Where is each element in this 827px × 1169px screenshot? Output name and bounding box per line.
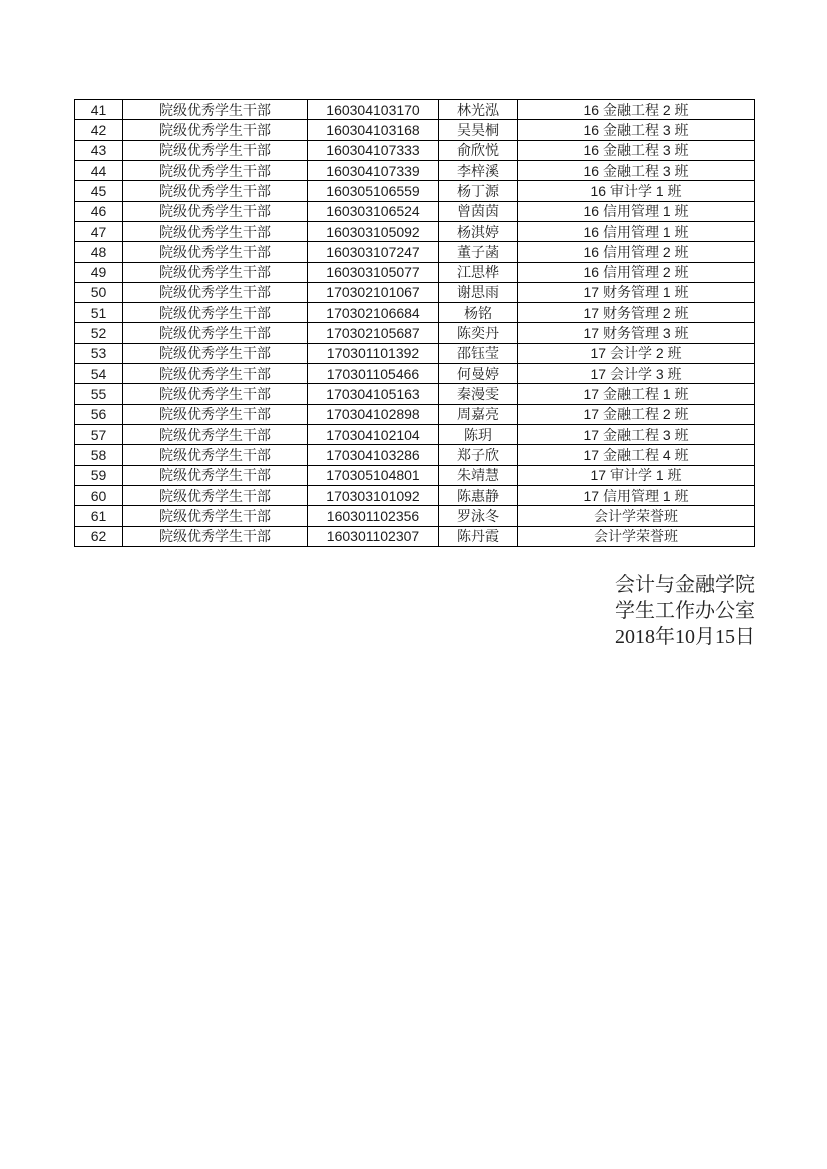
cell-name: 谢思雨 [439,282,518,302]
cell-award: 院级优秀学生干部 [123,364,308,384]
cell-student_id: 170304102104 [308,425,439,445]
cell-no: 55 [75,384,123,404]
table-row [75,160,755,180]
cell-name: 董子菡 [439,242,518,262]
cell-class_name: 17 财务管理 2 班 [518,303,755,323]
cell-name: 吴昊桐 [439,120,518,140]
cell-name: 何曼婷 [439,364,518,384]
awards-table-body [75,100,755,547]
cell-student_id: 170302101067 [308,282,439,302]
table-row [75,181,755,201]
cell-award: 院级优秀学生干部 [123,526,308,546]
table-row [75,384,755,404]
cell-name: 郑子欣 [439,445,518,465]
cell-student_id: 170301105466 [308,364,439,384]
cell-no: 42 [75,120,123,140]
cell-award: 院级优秀学生干部 [123,201,308,221]
table-row [75,425,755,445]
cell-award: 院级优秀学生干部 [123,445,308,465]
table-row [75,221,755,241]
cell-class_name: 16 金融工程 3 班 [518,160,755,180]
cell-no: 43 [75,140,123,160]
cell-name: 邵钰莹 [439,343,518,363]
cell-name: 李梓溪 [439,160,518,180]
cell-class_name: 17 金融工程 1 班 [518,384,755,404]
table-row [75,201,755,221]
cell-no: 53 [75,343,123,363]
cell-award: 院级优秀学生干部 [123,303,308,323]
cell-award: 院级优秀学生干部 [123,262,308,282]
cell-no: 44 [75,160,123,180]
cell-student_id: 170304105163 [308,384,439,404]
cell-award: 院级优秀学生干部 [123,221,308,241]
cell-name: 陈丹霞 [439,526,518,546]
cell-class_name: 17 金融工程 3 班 [518,425,755,445]
signature-date: 2018年10月15日 [615,626,755,648]
cell-award: 院级优秀学生干部 [123,506,308,526]
cell-student_id: 160304103168 [308,120,439,140]
cell-award: 院级优秀学生干部 [123,160,308,180]
cell-class_name: 16 信用管理 2 班 [518,242,755,262]
cell-class_name: 17 审计学 1 班 [518,465,755,485]
cell-no: 50 [75,282,123,302]
cell-student_id: 160304107333 [308,140,439,160]
table-row [75,262,755,282]
cell-student_id: 160303106524 [308,201,439,221]
cell-no: 54 [75,364,123,384]
cell-class_name: 会计学荣誉班 [518,526,755,546]
cell-student_id: 160305106559 [308,181,439,201]
awards-table [74,99,755,547]
cell-award: 院级优秀学生干部 [123,404,308,424]
signature-org: 会计与金融学院 [615,574,755,596]
cell-name: 陈玥 [439,425,518,445]
cell-student_id: 170303101092 [308,485,439,505]
cell-no: 49 [75,262,123,282]
cell-student_id: 160304107339 [308,160,439,180]
cell-class_name: 会计学荣誉班 [518,506,755,526]
cell-student_id: 170301101392 [308,343,439,363]
cell-name: 曾茵茵 [439,201,518,221]
signature-block [615,572,755,650]
cell-award: 院级优秀学生干部 [123,282,308,302]
cell-name: 江思桦 [439,262,518,282]
cell-award: 院级优秀学生干部 [123,181,308,201]
table-row [75,445,755,465]
cell-student_id: 170302106684 [308,303,439,323]
cell-class_name: 17 会计学 2 班 [518,343,755,363]
cell-no: 62 [75,526,123,546]
table-row [75,343,755,363]
cell-name: 秦漫雯 [439,384,518,404]
cell-name: 杨铭 [439,303,518,323]
cell-student_id: 160303105092 [308,221,439,241]
cell-no: 59 [75,465,123,485]
cell-class_name: 17 财务管理 1 班 [518,282,755,302]
cell-no: 47 [75,221,123,241]
cell-award: 院级优秀学生干部 [123,242,308,262]
table-row [75,323,755,343]
cell-name: 杨淇婷 [439,221,518,241]
cell-class_name: 16 审计学 1 班 [518,181,755,201]
table-row [75,404,755,424]
cell-class_name: 16 信用管理 2 班 [518,262,755,282]
cell-class_name: 17 财务管理 3 班 [518,323,755,343]
cell-no: 41 [75,100,123,120]
cell-class_name: 16 金融工程 3 班 [518,140,755,160]
cell-name: 陈惠静 [439,485,518,505]
cell-class_name: 16 信用管理 1 班 [518,221,755,241]
table-row [75,506,755,526]
cell-no: 58 [75,445,123,465]
cell-name: 陈奕丹 [439,323,518,343]
table-row [75,485,755,505]
signature-office: 学生工作办公室 [615,600,755,622]
cell-award: 院级优秀学生干部 [123,485,308,505]
cell-class_name: 17 金融工程 2 班 [518,404,755,424]
cell-name: 杨丁源 [439,181,518,201]
cell-award: 院级优秀学生干部 [123,343,308,363]
cell-student_id: 160301102307 [308,526,439,546]
cell-name: 罗泳冬 [439,506,518,526]
cell-no: 48 [75,242,123,262]
cell-award: 院级优秀学生干部 [123,465,308,485]
table-row [75,282,755,302]
cell-name: 俞欣悦 [439,140,518,160]
cell-no: 56 [75,404,123,424]
cell-class_name: 16 信用管理 1 班 [518,201,755,221]
cell-no: 45 [75,181,123,201]
cell-class_name: 17 信用管理 1 班 [518,485,755,505]
cell-student_id: 160304103170 [308,100,439,120]
cell-no: 61 [75,506,123,526]
cell-award: 院级优秀学生干部 [123,140,308,160]
cell-student_id: 170302105687 [308,323,439,343]
table-row [75,465,755,485]
cell-no: 52 [75,323,123,343]
cell-student_id: 160303105077 [308,262,439,282]
cell-award: 院级优秀学生干部 [123,384,308,404]
table-row [75,100,755,120]
cell-no: 51 [75,303,123,323]
cell-name: 周嘉亮 [439,404,518,424]
cell-student_id: 170305104801 [308,465,439,485]
table-row [75,526,755,546]
cell-class_name: 17 金融工程 4 班 [518,445,755,465]
cell-award: 院级优秀学生干部 [123,120,308,140]
cell-name: 林光泓 [439,100,518,120]
table-row [75,140,755,160]
cell-class_name: 16 金融工程 2 班 [518,100,755,120]
table-row [75,303,755,323]
table-row [75,364,755,384]
cell-student_id: 160303107247 [308,242,439,262]
cell-class_name: 17 会计学 3 班 [518,364,755,384]
cell-student_id: 160301102356 [308,506,439,526]
cell-award: 院级优秀学生干部 [123,323,308,343]
table-row [75,242,755,262]
cell-no: 60 [75,485,123,505]
table-row [75,120,755,140]
cell-class_name: 16 金融工程 3 班 [518,120,755,140]
cell-award: 院级优秀学生干部 [123,425,308,445]
cell-name: 朱靖慧 [439,465,518,485]
cell-no: 46 [75,201,123,221]
cell-no: 57 [75,425,123,445]
cell-award: 院级优秀学生干部 [123,100,308,120]
cell-student_id: 170304103286 [308,445,439,465]
cell-student_id: 170304102898 [308,404,439,424]
